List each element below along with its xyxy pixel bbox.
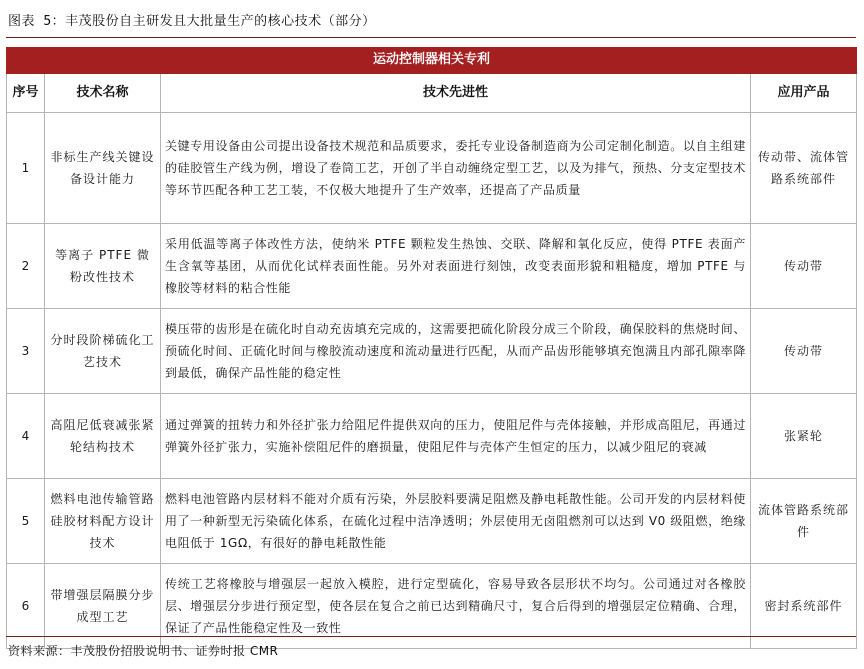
group-header: 运动控制器相关专利 [7,48,857,74]
source-note: 资料来源：丰茂股份招股说明书、证券时报 CMR [8,644,279,658]
application-product: 密封系统部件 [751,564,857,649]
technology-name: 非标生产线关键设备设计能力 [45,113,161,224]
table-row [7,479,857,564]
application-product: 张紧轮 [751,394,857,479]
technology-advancement: 模压带的齿形是在硫化时自动充齿填充完成的，这需要把硫化阶段分成三个阶段，确保胶料的焦烧时间、预硫化时间、正硫化时间与橡胶流动速度和流动量进行匹配，从而产品齿形能够填充饱满且内部孔隙率降到最低，确保产品性能的稳定性 [161,309,751,394]
figure-caption: 图表 5：丰茂股份自主研发且大批量生产的核心技术（部分） [8,14,376,29]
column-header-application: 应用产品 [751,73,857,113]
row-index: 4 [7,394,45,479]
column-header-name: 技术名称 [45,73,161,113]
row-index: 3 [7,309,45,394]
row-index: 2 [7,224,45,309]
bottom-divider [6,636,856,637]
technology-advancement: 通过弹簧的扭转力和外径扩张力给阻尼件提供双向的压力，使阻尼件与壳体接触，并形成高阻尼，再通过弹簧外径扩张力，实施补偿阻尼件的磨损量，使阻尼件与壳体产生恒定的压力，以减少阻尼的衰减 [161,394,751,479]
technology-name: 带增强层隔膜分步成型工艺 [45,564,161,649]
technology-table [6,47,856,649]
table-row [7,309,857,394]
technology-advancement: 燃料电池管路内层材料不能对介质有污染，外层胶料要满足阻燃及静电耗散性能。公司开发的内层材料使用了一种新型无污染硫化体系，在硫化过程中洁净透明；外层使用无卤阻燃剂可以达到 V0 级阻燃，绝缘电阻低于 1GΩ，有很好的静电耗散性能 [161,479,751,564]
table-row [7,394,857,479]
row-index: 1 [7,113,45,224]
application-product: 传动带 [751,309,857,394]
technology-advancement: 传统工艺将橡胶与增强层一起放入模腔，进行定型硫化，容易导致各层形状不均匀。公司通过对各橡胶层、增强层分步进行预定型，使各层在复合之前已达到精确尺寸，复合后得到的增强层定位精确、合理，保证了产品性能稳定性及一致性 [161,564,751,649]
top-divider [6,37,856,38]
technology-advancement: 采用低温等离子体改性方法，使纳米 PTFE 颗粒发生热蚀、交联、降解和氧化反应，使得 PTFE 表面产生含氧等基团，从而优化试样表面性能。另外对表面进行刻蚀，改变表面形貌和粗糙度，增加 PTFE 与橡胶等材料的粘合性能 [161,224,751,309]
technology-name: 分时段阶梯硫化工艺技术 [45,309,161,394]
row-index: 5 [7,479,45,564]
technology-advancement: 关键专用设备由公司提出设备技术规范和品质要求，委托专业设备制造商为公司定制化制造。以自主组建的硅胶管生产线为例，增设了卷筒工艺，开创了半自动缠绕定型工艺，以及为排气，预热、分支定型技术等环节匹配各种工艺工装，不仅极大地提升了生产效率，还提高了产品质量 [161,113,751,224]
application-product: 流体管路系统部件 [751,479,857,564]
column-header-index: 序号 [7,73,45,113]
table-row [7,224,857,309]
application-product: 传动带 [751,224,857,309]
technology-name: 高阻尼低衰减张紧轮结构技术 [45,394,161,479]
application-product: 传动带、流体管路系统部件 [751,113,857,224]
row-index: 6 [7,564,45,649]
table-row [7,113,857,224]
column-header-advancement: 技术先进性 [161,73,751,113]
technology-name: 等离子 PTFE 微粉改性技术 [45,224,161,309]
technology-name: 燃料电池传输管路硅胶材料配方设计技术 [45,479,161,564]
